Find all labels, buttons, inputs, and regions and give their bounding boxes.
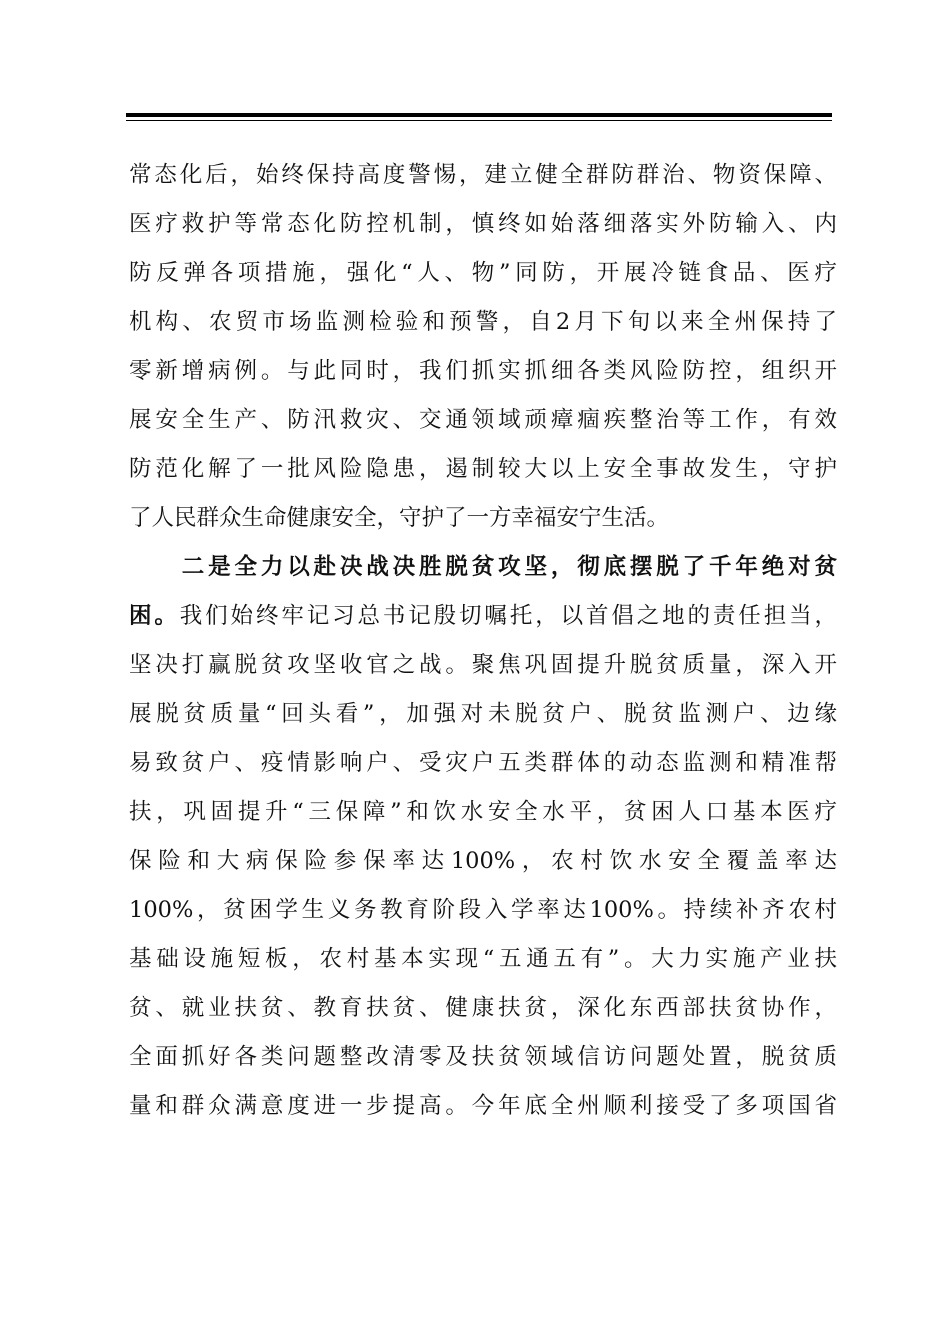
- text-line: 困。我们始终牢记习总书记殷切嘱托，以首倡之地的责任担当，: [129, 603, 837, 629]
- text-line: 医疗救护等常态化防控机制，慎终如始落细落实外防输入、内: [129, 211, 837, 237]
- header-rule-thick: [126, 113, 832, 117]
- text-line: 坚决打赢脱贫攻坚收官之战。聚焦巩固提升脱贫质量，深入开: [129, 652, 837, 678]
- text-line: 了人民群众生命健康安全，守护了一方幸福安宁生活。: [129, 505, 670, 531]
- text-line: 贫、就业扶贫、教育扶贫、健康扶贫，深化东西部扶贫协作，: [129, 995, 837, 1021]
- text-line: 基础设施短板，农村基本实现“五通五有”。大力实施产业扶: [129, 946, 837, 972]
- section-heading-line: 二是全力以赴决战决胜脱贫攻坚，彻底摆脱了千年绝对贫: [129, 554, 837, 580]
- text-line: 防反弹各项措施，强化“人、物”同防，开展冷链食品、医疗: [129, 260, 837, 286]
- body-text: [129, 151, 837, 1131]
- text-line: 常态化后，始终保持高度警惕，建立健全群防群治、物资保障、: [129, 162, 837, 188]
- text-line: 展脱贫质量“回头看”，加强对未脱贫户、脱贫监测户、边缘: [129, 701, 837, 727]
- text-line: 易致贫户、疫情影响户、受灾户五类群体的动态监测和精准帮: [129, 750, 837, 776]
- text-line: 保险和大病保险参保率达100%，农村饮水安全覆盖率达: [129, 848, 837, 874]
- header-rule-thin: [126, 120, 832, 121]
- text-line: 扶，巩固提升“三保障”和饮水安全水平，贫困人口基本医疗: [129, 799, 837, 825]
- text-line: 机构、农贸市场监测检验和预警，自2月下旬以来全州保持了: [129, 309, 837, 335]
- text-line: 防范化解了一批风险隐患，遏制较大以上安全事故发生，守护: [129, 456, 837, 482]
- text-line: 全面抓好各类问题整改清零及扶贫领域信访问题处置，脱贫质: [129, 1044, 837, 1070]
- text-line: 展安全生产、防汛救灾、交通领域顽瘴痼疾整治等工作，有效: [129, 407, 837, 433]
- text-line: 零新增病例。与此同时，我们抓实抓细各类风险防控，组织开: [129, 358, 837, 384]
- text-line: 100%，贫困学生义务教育阶段入学率达100%。持续补齐农村: [129, 897, 837, 923]
- text-line: 量和群众满意度进一步提高。今年底全州顺利接受了多项国省: [129, 1093, 837, 1119]
